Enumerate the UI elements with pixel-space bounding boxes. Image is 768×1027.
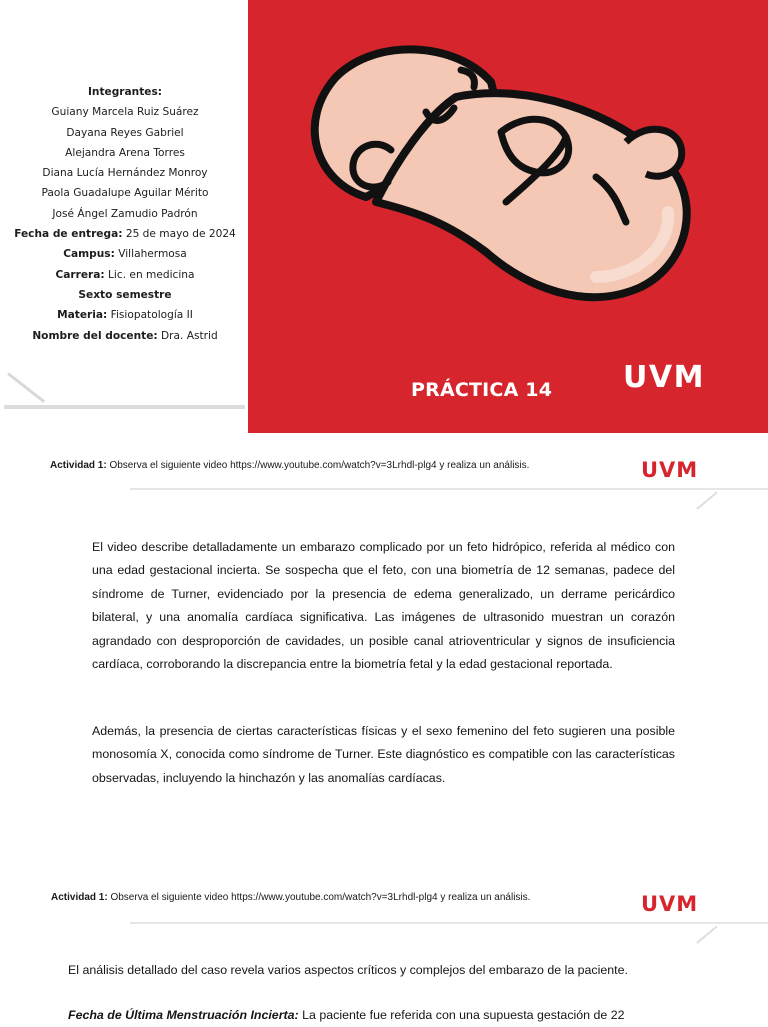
activity-text: Observa el siguiente video https://www.youtube.com/watch?v=3Lrhdl-plg4 y realiza un análisis. xyxy=(107,892,531,903)
fetus-illustration-icon xyxy=(296,42,716,322)
semestre: Sexto semestre xyxy=(78,288,172,301)
materia-line xyxy=(0,305,250,325)
carrera-label: Carrera: xyxy=(55,268,105,281)
fum-text: La paciente fue referida con una supuesta gestación de 22 xyxy=(298,1008,625,1022)
carrera-line xyxy=(0,265,250,285)
integrantes-label: Integrantes: xyxy=(87,86,163,98)
member-name: Alejandra Arena Torres xyxy=(65,146,185,159)
fecha-line xyxy=(0,224,250,244)
cover-divider xyxy=(4,405,245,409)
page2-header xyxy=(0,882,768,942)
fecha-label: Fecha de entrega: xyxy=(14,228,123,241)
member-name: Diana Lucía Hernández Monroy xyxy=(42,167,208,180)
team-info xyxy=(0,82,250,346)
campus-line xyxy=(0,244,250,264)
cover-red-panel xyxy=(248,0,768,433)
carrera-value: Lic. en medicina xyxy=(104,268,195,281)
body-paragraph: Además, la presencia de ciertas características físicas y el sexo femenino del feto sugieren una posible monosomía X, conocida como síndrome de Turner. Este diagnóstico es compatible con las características observadas, incluyendo la hinchazón y las anomalías cardíacas. xyxy=(92,724,675,785)
member-name: Paola Guadalupe Aguilar Mérito xyxy=(41,187,209,200)
page1-header xyxy=(0,450,768,510)
fum-label: Fecha de Última Menstruación Incierta: xyxy=(68,1008,299,1022)
campus-value: Villahermosa xyxy=(114,248,187,261)
activity-text: Observa el siguiente video https://www.youtube.com/watch?v=3Lrhdl-plg4 y realiza un análisis. xyxy=(106,460,530,471)
cover-page xyxy=(0,0,768,433)
activity-instruction xyxy=(50,460,529,471)
materia-value: Fisiopatología II xyxy=(107,309,193,322)
activity-instruction xyxy=(51,892,530,903)
header-divider xyxy=(130,922,768,924)
member-name: Dayana Reyes Gabriel xyxy=(66,126,184,139)
body-paragraph: El video describe detalladamente un embarazo complicado por un feto hidrópico, referida al médico con una edad gestacional incierta. Se sospecha que el feto, con una biometría de 12 semanas, padece del síndrome de Turner, evidenciado por la presencia de edema generalizado, un derrame pericárdico bilateral, y una anomalía cardíaca significativa. Las imágenes de ultrasonido muestran un corazón agrandado con desproporción de cavidades, un posible canal atrioventricular y signos de insuficiencia cardíaca, corroborando la discrepancia entre la biometría fetal y la edad gestacional reportada. xyxy=(92,540,675,672)
docente-value: Dra. Astrid xyxy=(157,329,218,342)
decorative-slash xyxy=(7,372,45,403)
decorative-slash xyxy=(696,492,717,510)
materia-label: Materia: xyxy=(57,309,108,322)
docente-line xyxy=(0,326,250,346)
uvm-logo: UVM xyxy=(641,458,699,482)
fecha-value: 25 de mayo de 2024 xyxy=(122,228,236,241)
campus-label: Campus: xyxy=(63,248,115,261)
member-name: Guiany Marcela Ruiz Suárez xyxy=(51,106,199,119)
header-divider xyxy=(130,488,768,490)
activity-label: Actividad 1: xyxy=(51,892,108,903)
decorative-slash xyxy=(696,926,717,944)
cover-info-panel xyxy=(0,0,248,433)
activity-label: Actividad 1: xyxy=(50,460,107,471)
member-name: José Ángel Zamudio Padrón xyxy=(52,207,198,220)
practica-title: PRÁCTICA 14 xyxy=(411,379,553,401)
uvm-logo: UVM xyxy=(623,360,705,395)
uvm-logo: UVM xyxy=(641,892,699,916)
intro-paragraph: El análisis detallado del caso revela varios aspectos críticos y complejos del embarazo de la paciente. xyxy=(68,963,628,977)
docente-label: Nombre del docente: xyxy=(32,329,158,342)
